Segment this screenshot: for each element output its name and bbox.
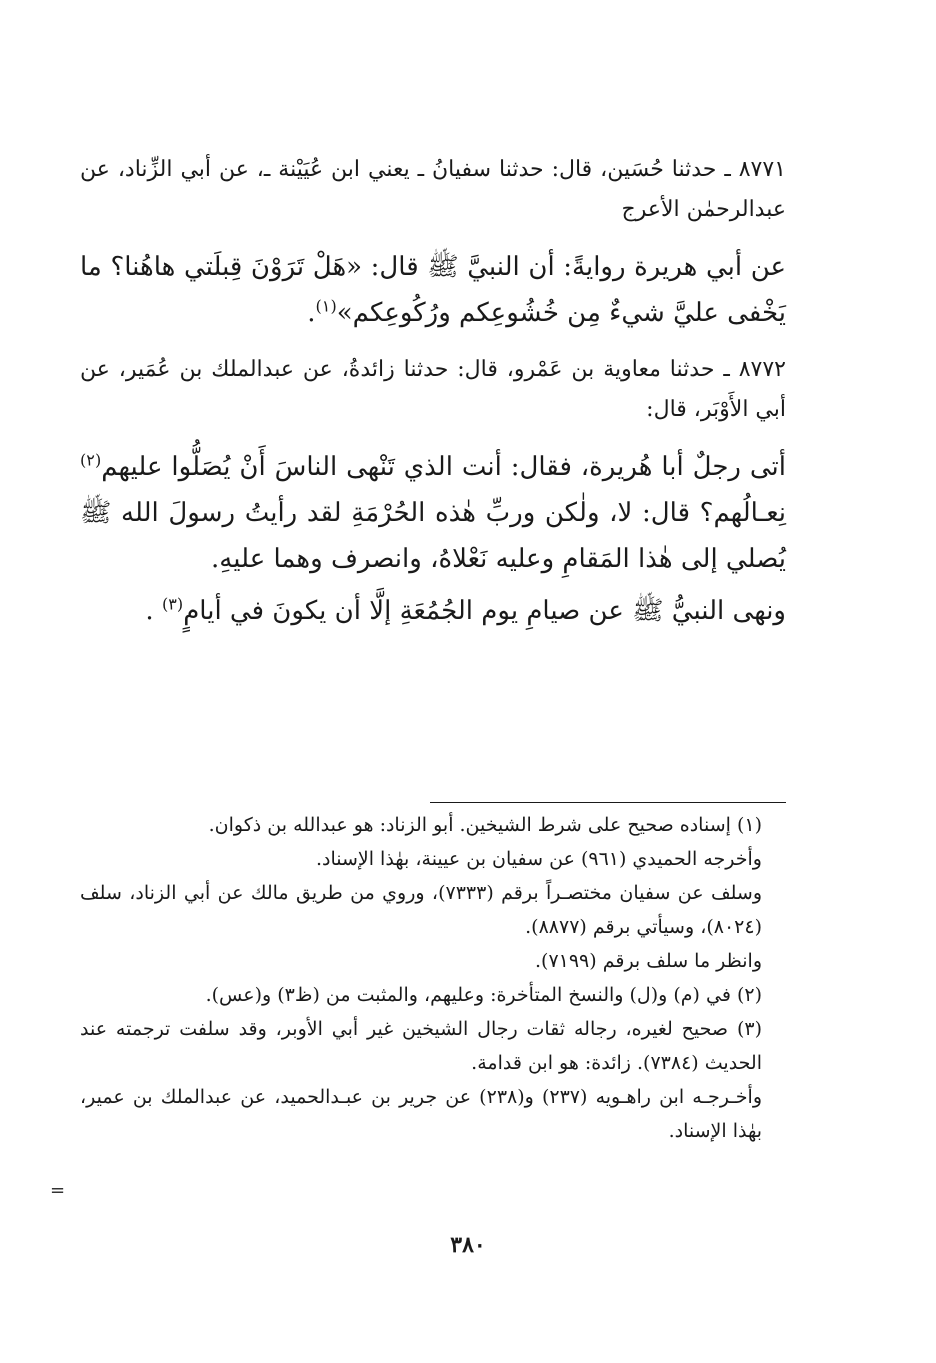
- hadith-8771-matn: [80, 244, 786, 336]
- footnote-2: (٢) في (م) و(ل) والنسخ المتأخرة: وعليهم، والمثبت من (ظ٣) و(عس).: [205, 984, 762, 1006]
- isnad-line: عُمَير، عن أبي الأَوْبَر، قال:: [80, 357, 786, 422]
- matn-end: .: [145, 596, 162, 626]
- hadith-8772-matn-fasting: [80, 588, 786, 634]
- matn-text: أتى رجلٌ أبا هُريرة، فقال: أنت الذي تَنْهى الناسَ أَنْ يُصَلُّوا عليهم: [101, 452, 786, 482]
- footnote-ref-3[interactable]: (٣): [161, 594, 184, 614]
- page-number: ٣٨٠: [450, 1232, 486, 1258]
- footnote-1: (١) إسناده صحيح على شرط الشيخين. أبو الزناد: هو عبدالله بن ذكوان.: [208, 814, 762, 836]
- footnote-3: (٣) صحيح لغيره، رجاله ثقات رجال الشيخين غير أبي الأوبر، وقد سلفت ترجمته عند الحديث (٧٣٨٤). زائدة: هو ابن قدامة.: [80, 1018, 762, 1074]
- footnotes: [80, 808, 786, 1148]
- continuation-mark: =: [50, 1180, 66, 1201]
- footnote-ref-1[interactable]: (١): [315, 296, 337, 316]
- footnote-1-text: وانظر ما سلف برقم (٧١٩٩).: [534, 950, 762, 972]
- isnad-line: ٨٧٧٢ ـ حدثنا معاوية بن عَمْرو، قال: حدثنا زائدةُ، عن عبدالملك بن: [179, 357, 786, 382]
- matn-text: ونهى النبيُّ ﷺ عن صيامِ يوم الجُمُعَةِ إلَّا أن يكونَ في أيامٍ: [183, 596, 786, 626]
- hadith-8771-isnad: [80, 150, 786, 230]
- footnote-3-text: وأخـرجـه ابن راهـويه (٢٣٧) و(٢٣٨) عن جرير بن عبـدالحميد، عن عبدالملك بن عمير، بهٰذا الإسناد.: [80, 1086, 763, 1142]
- footnote-1-text: وسلف عن سفيان مختصـراً برقم (٧٣٣٣)، وروي من طريق مالك عن أبي الزناد، سلف (٨٠٢٤)، وسيأتي برقم (٨٨٧٧).: [80, 882, 762, 938]
- hadith-8772-matn: [80, 444, 786, 582]
- isnad-line: الزِّناد، عن عبدالرحمٰن الأعرج: [80, 157, 786, 222]
- main-text: [80, 150, 786, 648]
- matn-text: عن أبي هريرة روايةً: أن النبيَّ ﷺ قال: «هَلْ تَرَوْنَ قِبلَتي هاهُنا؟ ما يَخْفى عليَّ شيءٌ مِن خُشُوعِكم ورُكُوعِكم»: [80, 252, 786, 328]
- hadith-8772-isnad: [80, 350, 786, 430]
- footnote-1-text: وأخرجه الحميدي (٩٦١) عن سفيان بن عيينة، بهٰذا الإسناد.: [315, 848, 762, 870]
- matn-text: نِعـالُهم؟ قال: لا، ولٰكن وربِّ هٰذه الحُرْمَةِ لقد رأيتُ رسولَ الله ﷺ يُصلي إلى هٰذا المَقامِ وعليه نَعْلاهُ، وانصرف وهما عليهِ.: [80, 498, 787, 574]
- footnote-ref-2[interactable]: (٢): [80, 450, 102, 470]
- isnad-line: ٨٧٧١ ـ حدثنا حُسَين، قال: حدثنا سفيانُ ـ يعني ابن عُيَيْنة ـ، عن أبي: [180, 157, 786, 182]
- matn-end: .: [307, 298, 316, 328]
- footnote-separator: [430, 802, 786, 803]
